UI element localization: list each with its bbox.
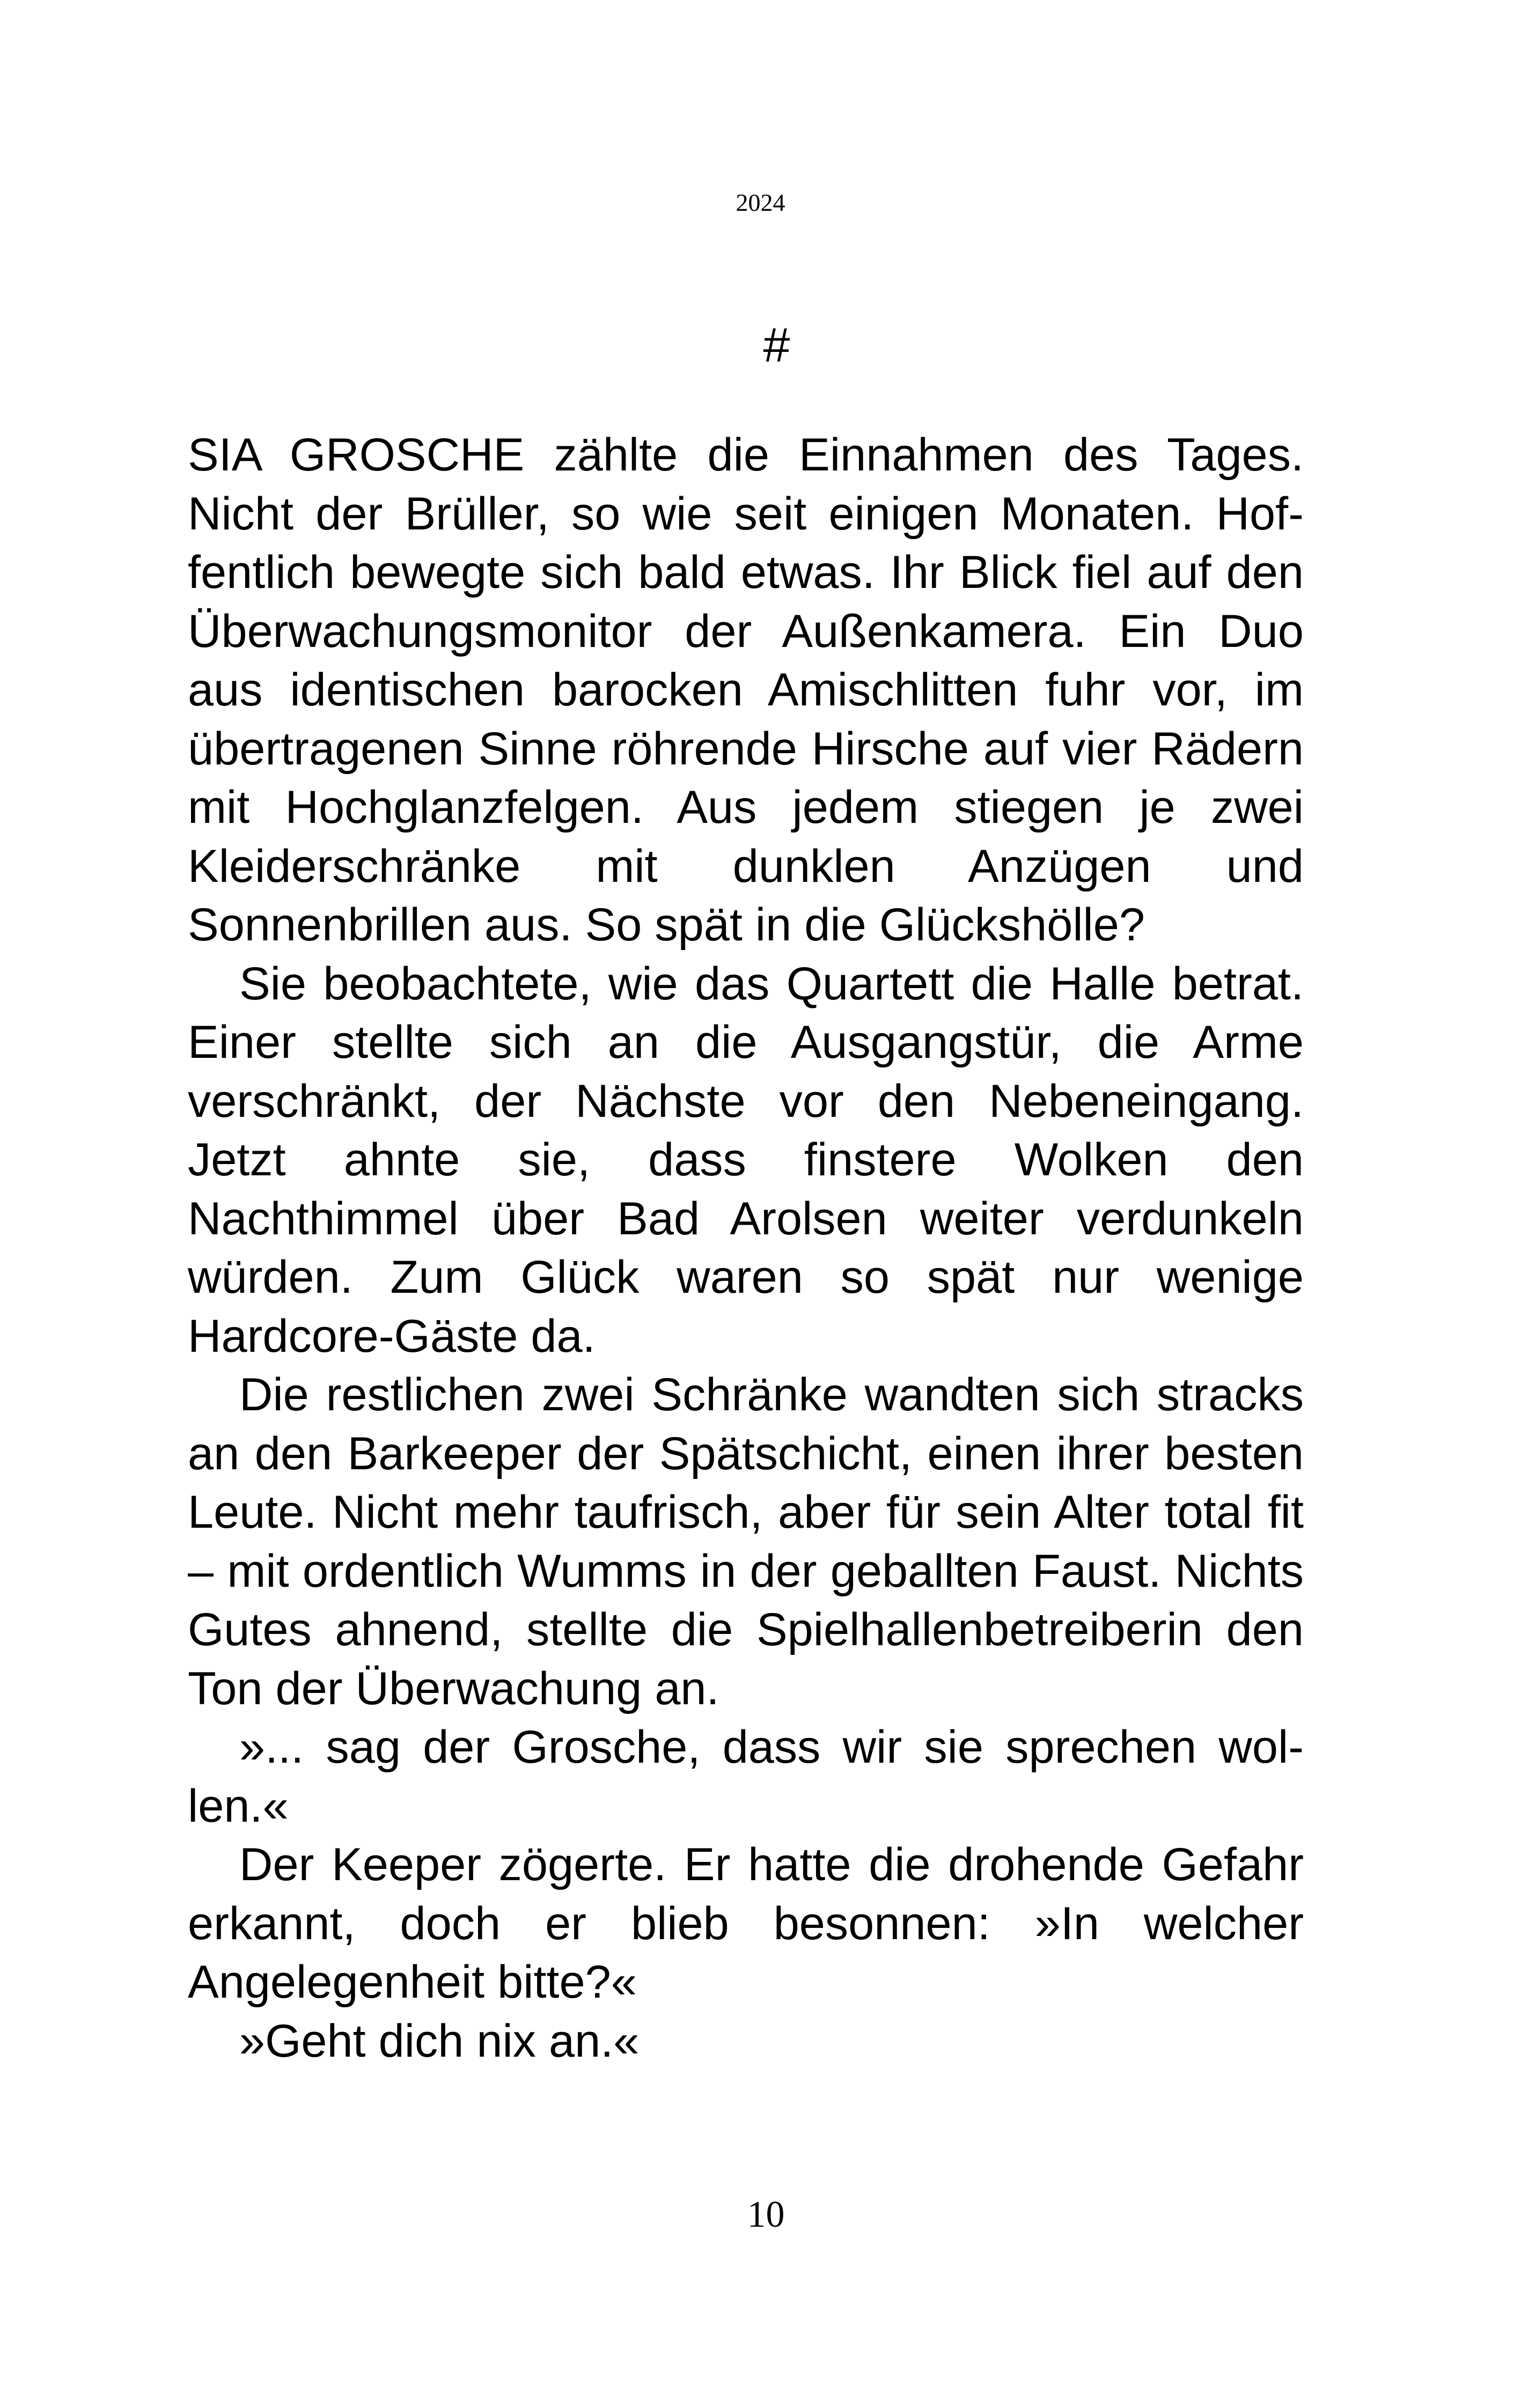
paragraph: SIA GROSCHE zählte die Einnahmen des Tages. Nicht der Brüller, so wie seit einigen Monaten. Hoffentlich bewegte sich bald etwas. Ihr Blick fiel auf den Überwachungsmonitor der Außenkamera. Ein Duo aus identischen barocken Amischlitten fuhr vor, im übertragenen Sinne röhrende Hirsche auf vier Rädern mit Hochglanzfelgen. Aus jedem stiegen je zwei Kleiderschränke mit dunklen Anzügen und Sonnenbrillen aus. So spät in die Glückshölle? — [188, 429, 1304, 951]
section-break-mark: # — [763, 319, 790, 372]
paragraph: Die restlichen zwei Schränke wandten sich stracks an den Barkeeper der Spätschicht, einen ihrer besten Leute. Nicht mehr taufrisch, aber für sein Alter total fit – mit ordentlich Wumms in der geballten Faust. Nichts Gutes ahnend, stellte die Spielhallenbetreiberin den Ton der Überwachung an. — [188, 1369, 1304, 1714]
running-head: 2024 — [736, 189, 785, 216]
paragraph: »... sag der Grosche, dass wir sie sprechen wollen.« — [188, 1721, 1304, 1832]
paragraph: Der Keeper zögerte. Er hatte die drohende Gefahr erkannt, doch er blieb besonnen: »In welcher Angelegenheit bitte?« — [188, 1839, 1304, 2008]
paragraph: »Geht dich nix an.« — [239, 2015, 640, 2067]
body-text — [188, 426, 1304, 2071]
paragraph: Sie beobachtete, wie das Quartett die Halle betrat. Einer stellte sich an die Ausgangstür, die Arme verschränkt, der Nächste vor den Nebeneingang. Jetzt ahnte sie, dass finstere Wolken den Nachthimmel über Bad Arolsen weiter verdunkeln würden. Zum Glück waren so spät nur wenige Hardcore-Gäste da. — [188, 958, 1304, 1362]
page-number: 10 — [747, 2194, 785, 2235]
